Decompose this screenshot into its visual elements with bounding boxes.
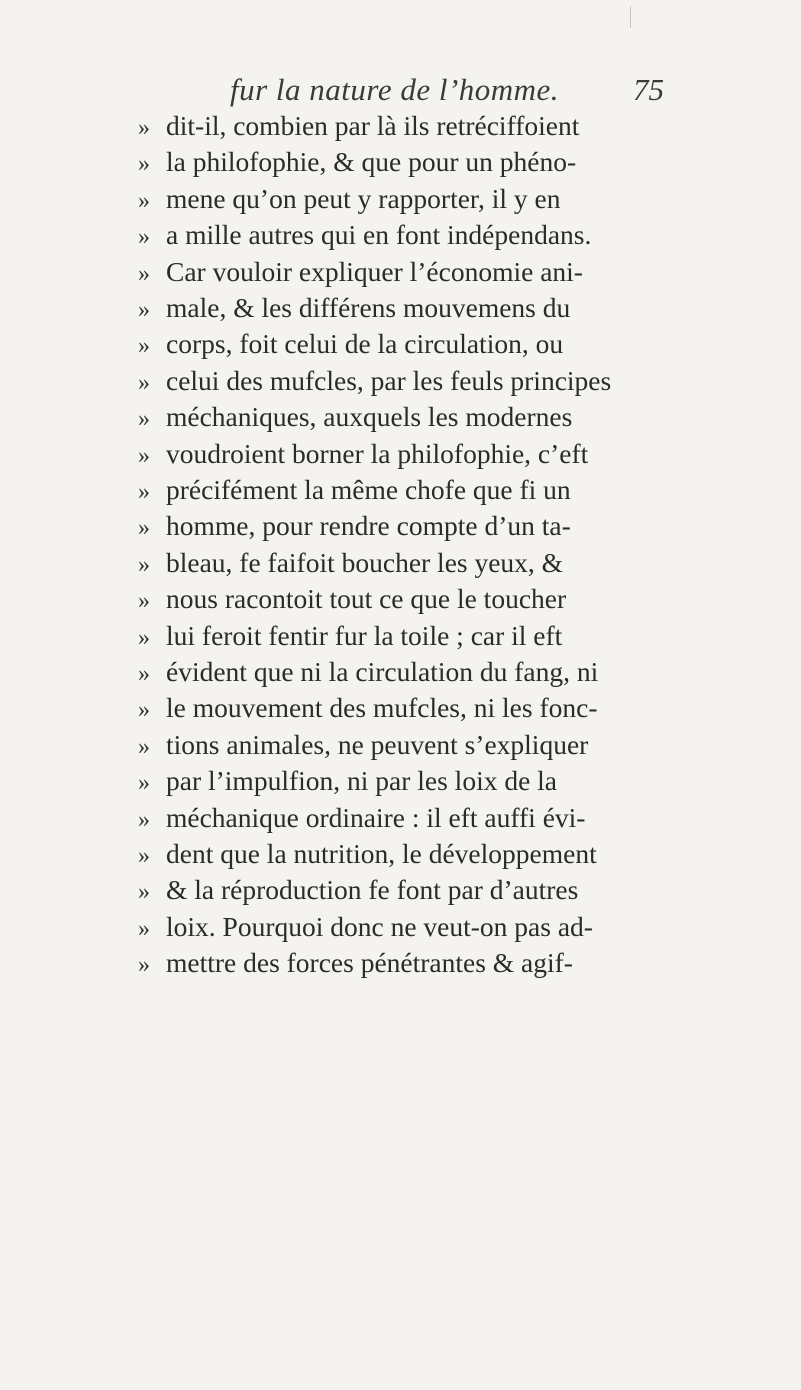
- line-text: voudroient borner la philofophie, c’eft: [166, 437, 589, 469]
- text-line: [138, 510, 571, 542]
- line-text: le mouvement des mufcles, ni les fonc-: [166, 692, 598, 724]
- quote-mark: »: [138, 697, 150, 724]
- text-line: [138, 219, 591, 251]
- page-number: 75: [633, 72, 664, 107]
- quote-mark: »: [138, 297, 150, 323]
- text-line: [138, 146, 576, 178]
- text-line: [138, 802, 585, 834]
- quote-mark: »: [138, 333, 150, 360]
- quote-mark: »: [138, 406, 150, 433]
- text-line: [138, 365, 611, 397]
- text-line: [138, 183, 560, 215]
- line-text: méchaniques, auxquels les modernes: [166, 401, 573, 433]
- text-line: [138, 401, 572, 433]
- line-text: la philofophie, & que pour un phéno-: [166, 146, 577, 178]
- quote-mark: »: [138, 624, 150, 651]
- quote-mark: »: [138, 952, 150, 979]
- line-text: par l’impulfion, ni par les loix de la: [166, 765, 558, 797]
- text-line: [138, 911, 593, 943]
- text-line: [138, 620, 562, 652]
- text-line: [138, 438, 588, 470]
- text-line: [138, 256, 583, 288]
- line-text: mene qu’on peut y rapporter, il y en: [166, 182, 561, 214]
- quote-mark: »: [138, 661, 150, 687]
- line-text: précifément la même chofe que fi un: [166, 474, 571, 505]
- text-line: [138, 692, 597, 724]
- text-line: [138, 874, 578, 906]
- quote-mark: »: [138, 479, 150, 505]
- page-edge-mark: [630, 6, 631, 28]
- line-text: dit-il, combien par là ils retréciffoient: [166, 110, 580, 141]
- quote-mark: »: [138, 369, 150, 396]
- quote-mark: »: [138, 551, 150, 578]
- quote-mark: »: [138, 187, 150, 214]
- text-line: [138, 765, 557, 797]
- line-text: bleau, fe faifoit boucher les yeux, &: [166, 546, 564, 578]
- text-line: [138, 656, 598, 688]
- quote-mark: »: [138, 733, 150, 760]
- line-text: lui feroit fentir fur la toile ; car il eft: [166, 619, 563, 651]
- line-text: nous racontoit tout ce que le toucher: [166, 583, 567, 615]
- text-line: [138, 328, 563, 360]
- quote-mark: »: [138, 770, 150, 797]
- line-text: Car vouloir expliquer l’économie ani-: [166, 255, 583, 287]
- page-header: [0, 72, 801, 112]
- text-line: [138, 729, 588, 761]
- line-text: dent que la nutrition, le développement: [166, 838, 597, 869]
- line-text: corps, foit celui de la circulation, ou: [166, 328, 564, 360]
- line-text: évident que ni la circulation du fang, ni: [166, 656, 599, 687]
- text-line: [138, 110, 579, 142]
- line-text: & la réproduction fe font par d’autres: [166, 874, 579, 906]
- quote-mark: »: [138, 588, 150, 615]
- quote-mark: »: [138, 515, 150, 542]
- quote-mark: »: [138, 915, 150, 942]
- quote-mark: »: [138, 260, 150, 287]
- text-line: [138, 947, 573, 979]
- text-line: [138, 583, 566, 615]
- text-line: [138, 474, 571, 506]
- line-text: méchanique ordinaire : il eft auffi évi-: [166, 801, 586, 833]
- quote-mark: »: [138, 806, 150, 833]
- text-line: [138, 292, 570, 324]
- line-text: a mille autres qui en font indépendans.: [166, 219, 592, 251]
- quote-mark: »: [138, 843, 150, 869]
- quote-mark: »: [138, 115, 150, 141]
- line-text: celui des mufcles, par les feuls principes: [166, 364, 612, 396]
- line-text: loix. Pourquoi donc ne veut-on pas ad-: [166, 910, 593, 942]
- quote-mark: »: [138, 879, 150, 906]
- quote-mark: »: [138, 151, 150, 178]
- quote-mark: »: [138, 442, 150, 469]
- quote-mark: »: [138, 224, 150, 251]
- line-text: homme, pour rendre compte d’un ta-: [166, 510, 571, 542]
- text-line: [138, 547, 563, 579]
- line-text: male, & les différens mouvemens du: [166, 292, 571, 323]
- running-title: fur la nature de l’homme.: [230, 72, 560, 107]
- text-line: [138, 838, 597, 870]
- line-text: tions animales, ne peuvent s’expliquer: [166, 728, 589, 760]
- line-text: mettre des forces pénétrantes & agif-: [166, 947, 573, 979]
